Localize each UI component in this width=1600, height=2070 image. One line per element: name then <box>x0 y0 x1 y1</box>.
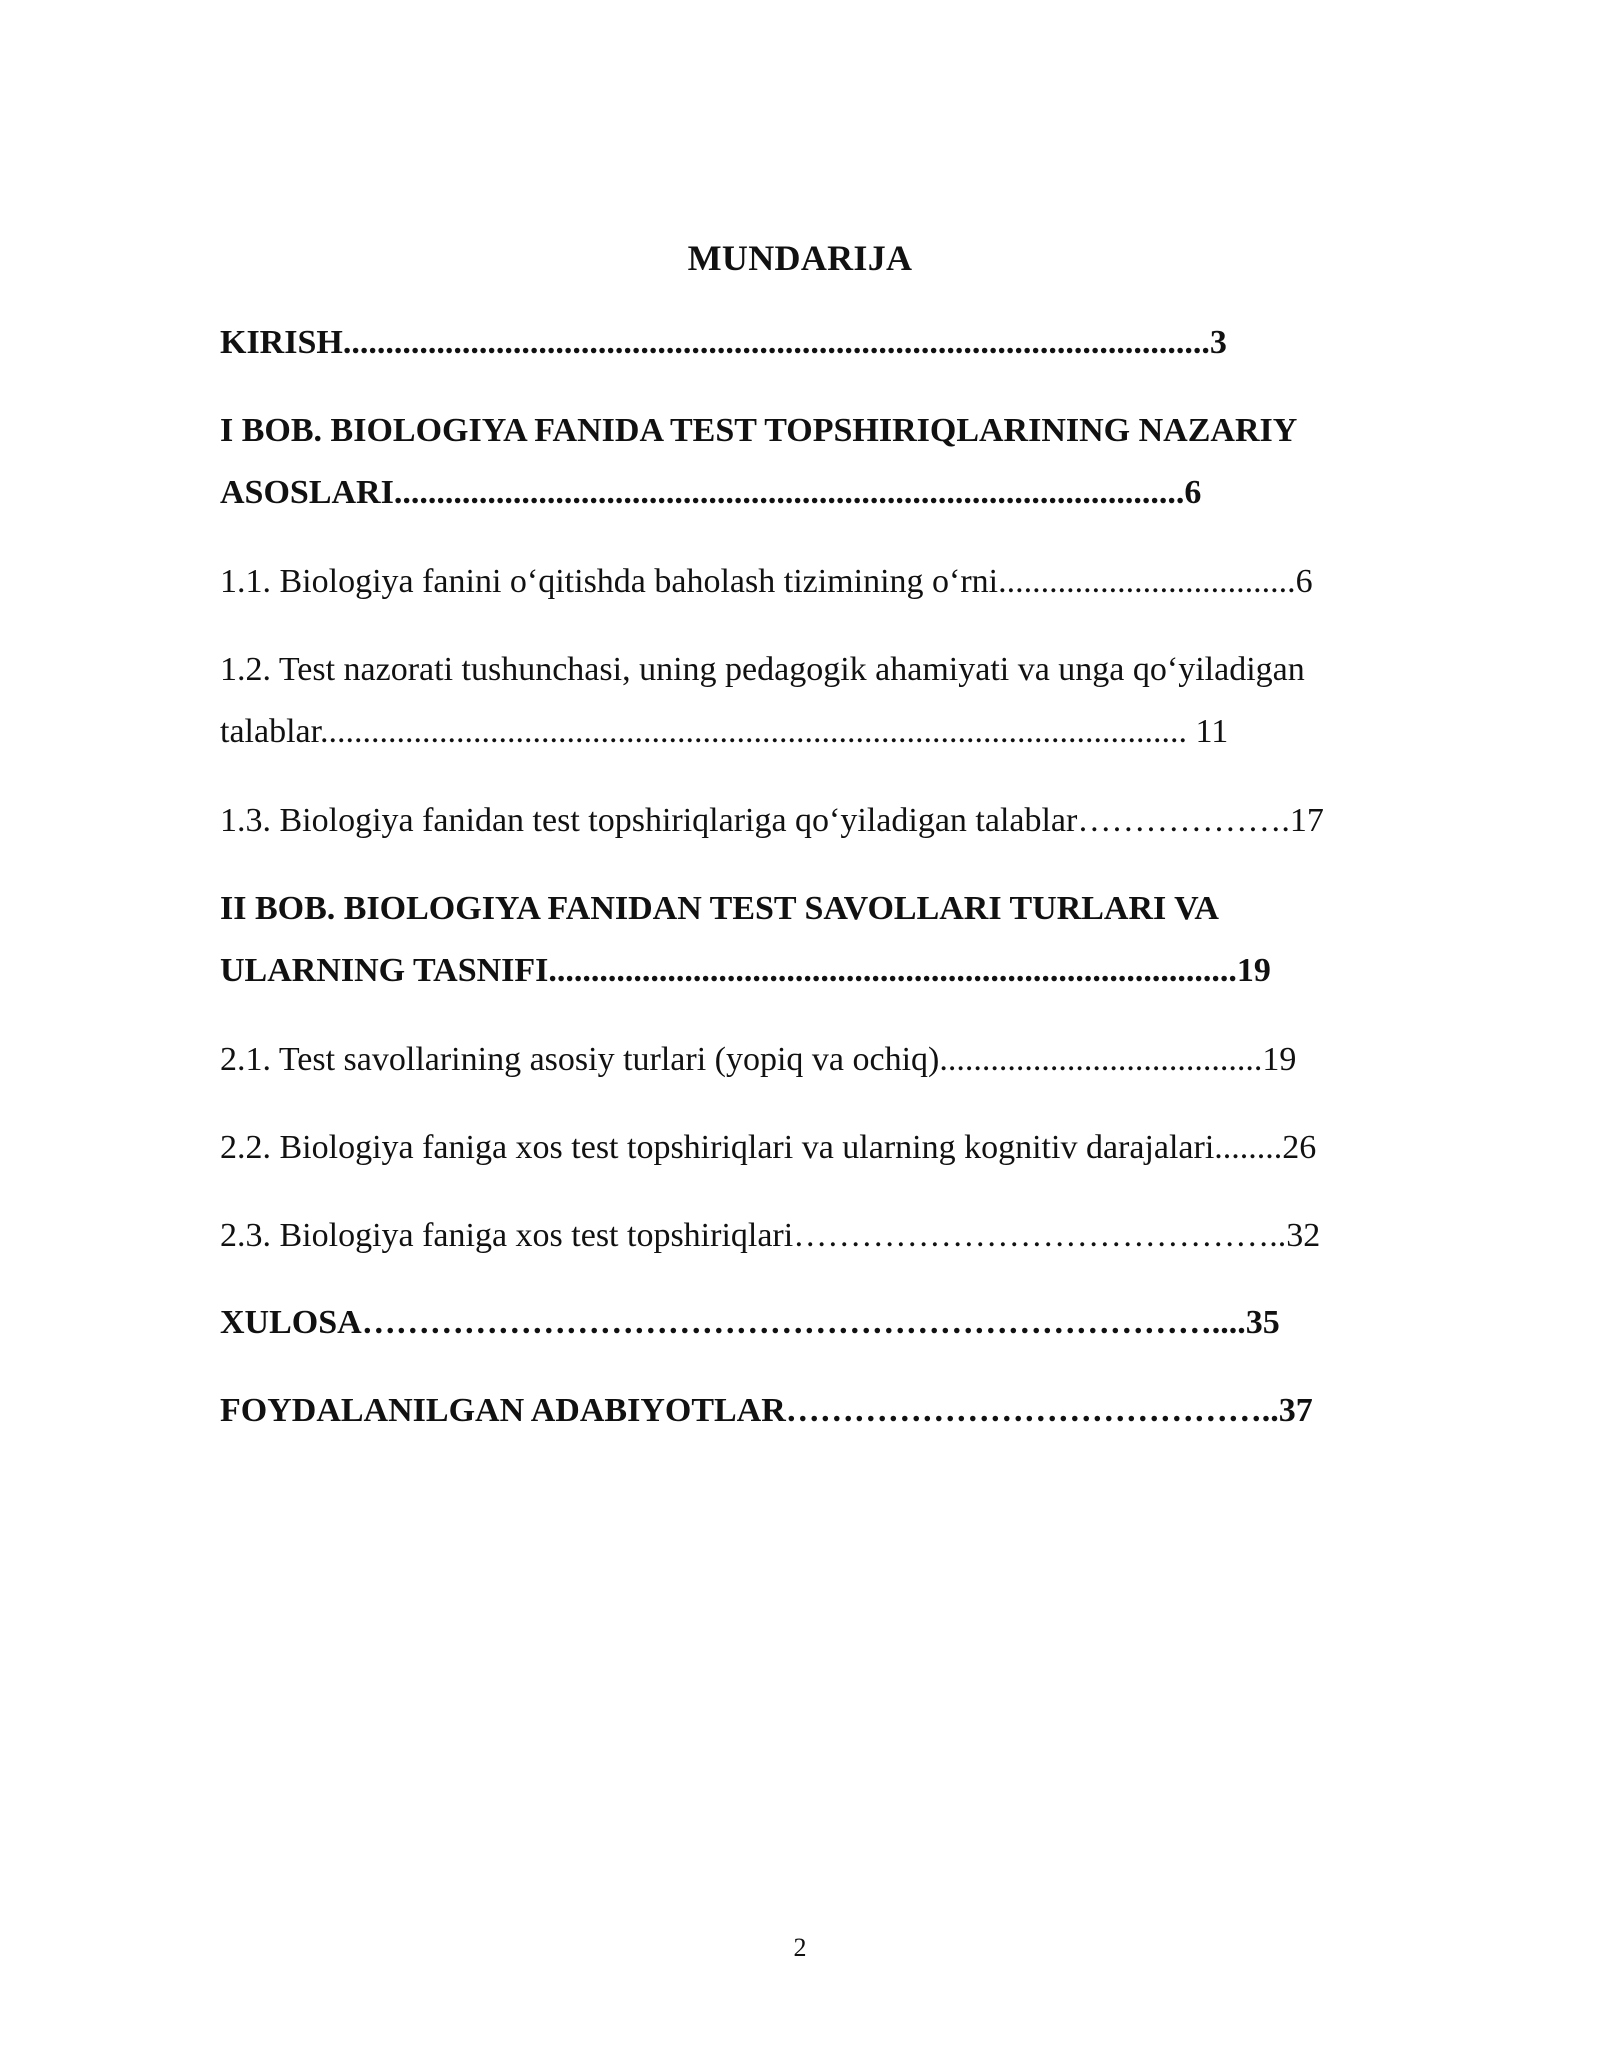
toc-entry-section-1-3: 1.3. Biologiya fanidan test topshiriqlariga qo‘yiladigan talablar……………….17 <box>220 802 1324 839</box>
toc-entry-section-2-2: 2.2. Biologiya faniga xos test topshiriqlari va ularning kognitiv darajalari........26 <box>220 1129 1317 1166</box>
toc-entry-chapter-1-line-1: I BOB. BIOLOGIYA FANIDA TEST TOPSHIRIQLARINING NAZARIY <box>220 412 1298 449</box>
toc-entry-section-2-1: 2.1. Test savollarining asosiy turlari (yopiq va ochiq)......................................19 <box>220 1041 1297 1078</box>
toc-entry-section-1-2-line-1: 1.2. Test nazorati tushunchasi, uning pedagogik ahamiyati va unga qo‘yiladigan <box>220 651 1305 688</box>
toc-entry-chapter-2-line-1: II BOB. BIOLOGIYA FANIDAN TEST SAVOLLARI TURLARI VA <box>220 890 1219 927</box>
toc-entry-chapter-2-line-2: ULARNING TASNIFI.................................................................................19 <box>220 952 1271 989</box>
page-title: MUNDARIJA <box>687 238 913 278</box>
toc-entry-adabiyotlar: FOYDALANILGAN ADABIYOTLAR……………………………………..37 <box>220 1392 1313 1429</box>
toc-entry-section-2-3: 2.3. Biologiya faniga xos test topshiriqlari……………………………………..32 <box>220 1217 1321 1254</box>
toc-entry-kirish: KIRISH......................................................................................................3 <box>220 324 1227 361</box>
page-number: 2 <box>793 1933 807 1962</box>
toc-entry-xulosa: XULOSA…………………………………………………………………....35 <box>220 1304 1280 1341</box>
toc-entry-chapter-1-line-2: ASOSLARI.............................................................................................6 <box>220 474 1202 511</box>
toc-entry-section-1-1: 1.1. Biologiya fanini o‘qitishda baholash tizimining o‘rni...................................6 <box>220 563 1313 600</box>
toc-entry-section-1-2-line-2: talablar...................................................................................................... 11 <box>220 713 1229 750</box>
